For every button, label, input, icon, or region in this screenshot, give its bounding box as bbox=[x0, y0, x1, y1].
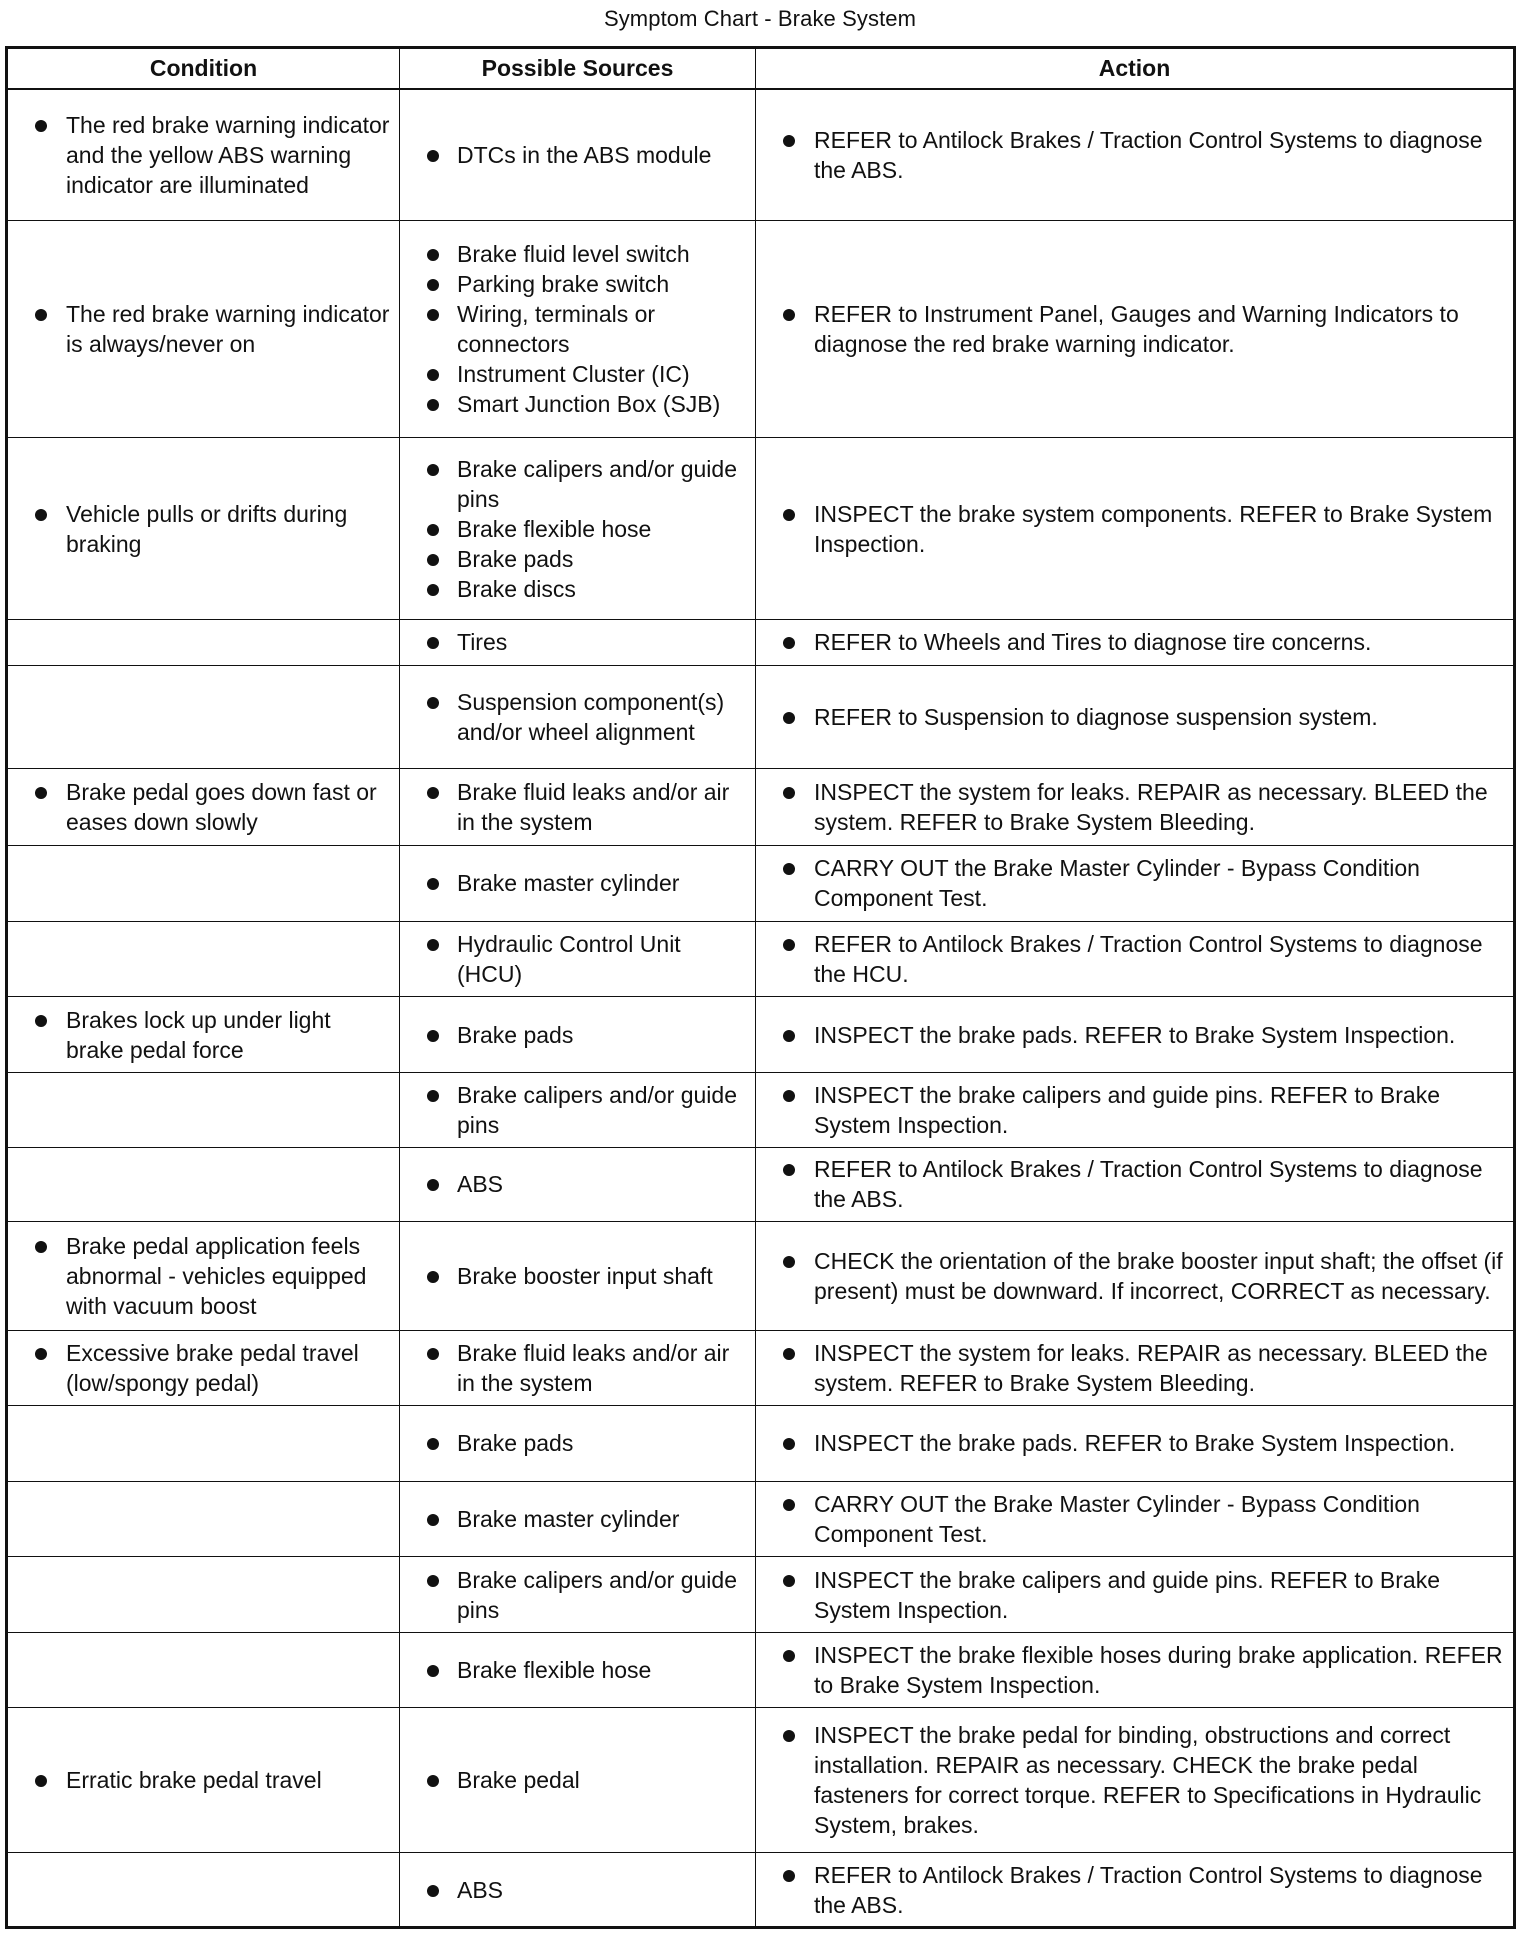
condition-cell bbox=[7, 997, 400, 1073]
condition-cell-list bbox=[8, 1338, 391, 1398]
possible-source-item: Brake master cylinder bbox=[400, 868, 747, 898]
possible-source-item: Brake pads bbox=[400, 1020, 747, 1050]
condition-text: The red brake warning indicator and the yellow ABS warning indicator are illuminated bbox=[8, 110, 391, 200]
action-cell-list bbox=[756, 125, 1505, 185]
condition-text: Erratic brake pedal travel bbox=[8, 1765, 391, 1795]
table-row bbox=[7, 1481, 1515, 1557]
action-cell bbox=[756, 1330, 1515, 1406]
action-item: INSPECT the brake pedal for binding, obstructions and correct installation. REPAIR as necessary. CHECK the brake pedal fasteners for correct torque. REFER to Specifications in Hydraulic System, brakes. bbox=[756, 1720, 1505, 1840]
action-item: INSPECT the brake flexible hoses during brake application. REFER to Brake System Inspection. bbox=[756, 1640, 1505, 1700]
action-cell bbox=[756, 769, 1515, 846]
condition-cell bbox=[7, 846, 400, 922]
condition-cell bbox=[7, 1221, 400, 1330]
action-item: REFER to Antilock Brakes / Traction Control Systems to diagnose the ABS. bbox=[756, 1860, 1505, 1920]
header-action: Action bbox=[756, 48, 1515, 90]
table-row bbox=[7, 921, 1515, 997]
table-row bbox=[7, 221, 1515, 438]
action-cell bbox=[756, 89, 1515, 221]
action-item: INSPECT the brake calipers and guide pins. REFER to Brake System Inspection. bbox=[756, 1080, 1505, 1140]
action-cell-list bbox=[756, 702, 1505, 732]
action-cell-list bbox=[756, 627, 1505, 657]
action-item: CHECK the orientation of the brake booster input shaft; the offset (if present) must be downward. If incorrect, CORRECT as necessary. bbox=[756, 1246, 1505, 1306]
action-cell bbox=[756, 619, 1515, 666]
action-cell-list bbox=[756, 853, 1505, 913]
action-cell-list bbox=[756, 1338, 1505, 1398]
action-cell-list bbox=[756, 1080, 1505, 1140]
possible-sources-cell-list bbox=[400, 929, 747, 989]
possible-sources-cell-list bbox=[400, 1875, 747, 1905]
condition-cell bbox=[7, 1853, 400, 1928]
condition-cell bbox=[7, 619, 400, 666]
action-cell bbox=[756, 1148, 1515, 1221]
possible-source-item: Brake pedal bbox=[400, 1765, 747, 1795]
action-cell-list bbox=[756, 1720, 1505, 1840]
possible-source-item: Brake discs bbox=[400, 574, 747, 604]
possible-sources-cell bbox=[400, 1481, 756, 1557]
table-row bbox=[7, 997, 1515, 1073]
condition-text: Brake pedal application feels abnormal - vehicles equipped with vacuum boost bbox=[8, 1231, 391, 1321]
action-cell bbox=[756, 1632, 1515, 1708]
possible-source-item: Instrument Cluster (IC) bbox=[400, 359, 747, 389]
possible-source-item: ABS bbox=[400, 1875, 747, 1905]
action-cell bbox=[756, 1221, 1515, 1330]
possible-source-item: ABS bbox=[400, 1169, 747, 1199]
possible-sources-cell bbox=[400, 1557, 756, 1633]
possible-source-item: Brake calipers and/or guide pins bbox=[400, 1565, 747, 1625]
possible-sources-cell-list bbox=[400, 1565, 747, 1625]
action-item: INSPECT the brake pads. REFER to Brake System Inspection. bbox=[756, 1020, 1505, 1050]
table-row bbox=[7, 1148, 1515, 1221]
condition-text: The red brake warning indicator is always/never on bbox=[8, 299, 391, 359]
possible-sources-cell bbox=[400, 438, 756, 619]
condition-cell-list bbox=[8, 1005, 391, 1065]
condition-cell-list bbox=[8, 1231, 391, 1321]
action-cell-list bbox=[756, 1640, 1505, 1700]
action-cell bbox=[756, 1557, 1515, 1633]
action-item: INSPECT the system for leaks. REPAIR as necessary. BLEED the system. REFER to Brake System Bleeding. bbox=[756, 1338, 1505, 1398]
table-row bbox=[7, 769, 1515, 846]
table-row bbox=[7, 1708, 1515, 1853]
action-item: REFER to Instrument Panel, Gauges and Warning Indicators to diagnose the red brake warning indicator. bbox=[756, 299, 1505, 359]
condition-cell bbox=[7, 666, 400, 769]
action-cell-list bbox=[756, 1860, 1505, 1920]
possible-sources-cell bbox=[400, 846, 756, 922]
action-item: INSPECT the brake pads. REFER to Brake System Inspection. bbox=[756, 1428, 1505, 1458]
action-cell bbox=[756, 438, 1515, 619]
condition-cell bbox=[7, 1148, 400, 1221]
action-cell bbox=[756, 1406, 1515, 1482]
table-row bbox=[7, 89, 1515, 221]
possible-sources-cell-list bbox=[400, 1655, 747, 1685]
action-cell-list bbox=[756, 1154, 1505, 1214]
chart-body bbox=[7, 89, 1515, 1928]
possible-sources-cell bbox=[400, 1221, 756, 1330]
table-row bbox=[7, 1632, 1515, 1708]
condition-cell bbox=[7, 769, 400, 846]
possible-source-item: Brake master cylinder bbox=[400, 1504, 747, 1534]
action-cell-list bbox=[756, 299, 1505, 359]
possible-source-item: Brake calipers and/or guide pins bbox=[400, 1080, 747, 1140]
action-cell bbox=[756, 1072, 1515, 1148]
table-row bbox=[7, 666, 1515, 769]
action-cell bbox=[756, 997, 1515, 1073]
possible-sources-cell bbox=[400, 1708, 756, 1853]
possible-source-item: Brake pads bbox=[400, 544, 747, 574]
table-row bbox=[7, 1330, 1515, 1406]
condition-cell bbox=[7, 921, 400, 997]
possible-sources-cell bbox=[400, 666, 756, 769]
condition-cell bbox=[7, 221, 400, 438]
possible-source-item: Brake pads bbox=[400, 1428, 747, 1458]
possible-sources-cell bbox=[400, 997, 756, 1073]
possible-sources-cell-list bbox=[400, 1261, 747, 1291]
table-row bbox=[7, 619, 1515, 666]
action-cell-list bbox=[756, 1565, 1505, 1625]
possible-sources-cell-list bbox=[400, 1169, 747, 1199]
action-cell bbox=[756, 1708, 1515, 1853]
possible-sources-cell bbox=[400, 1330, 756, 1406]
action-item: INSPECT the system for leaks. REPAIR as necessary. BLEED the system. REFER to Brake System Bleeding. bbox=[756, 777, 1505, 837]
possible-source-item: Brake fluid leaks and/or air in the system bbox=[400, 777, 747, 837]
condition-cell-list bbox=[8, 299, 391, 359]
condition-text: Brakes lock up under light brake pedal force bbox=[8, 1005, 391, 1065]
condition-cell-list bbox=[8, 1765, 391, 1795]
possible-source-item: Smart Junction Box (SJB) bbox=[400, 389, 747, 419]
possible-source-item: Brake booster input shaft bbox=[400, 1261, 747, 1291]
condition-text: Excessive brake pedal travel (low/spongy pedal) bbox=[8, 1338, 391, 1398]
condition-cell-list bbox=[8, 499, 391, 559]
possible-sources-cell-list bbox=[400, 140, 747, 170]
action-cell-list bbox=[756, 777, 1505, 837]
condition-cell bbox=[7, 1557, 400, 1633]
action-item: REFER to Antilock Brakes / Traction Control Systems to diagnose the ABS. bbox=[756, 125, 1505, 185]
action-cell-list bbox=[756, 1246, 1505, 1306]
possible-sources-cell-list bbox=[400, 454, 747, 604]
action-item: REFER to Wheels and Tires to diagnose tire concerns. bbox=[756, 627, 1505, 657]
possible-source-item: Wiring, terminals or connectors bbox=[400, 299, 747, 359]
condition-text: Vehicle pulls or drifts during braking bbox=[8, 499, 391, 559]
possible-sources-cell-list bbox=[400, 777, 747, 837]
condition-text: Brake pedal goes down fast or eases down slowly bbox=[8, 777, 391, 837]
possible-source-item: Brake flexible hose bbox=[400, 1655, 747, 1685]
possible-source-item: Brake calipers and/or guide pins bbox=[400, 454, 747, 514]
action-cell bbox=[756, 921, 1515, 997]
condition-cell-list bbox=[8, 110, 391, 200]
action-cell-list bbox=[756, 929, 1505, 989]
possible-source-item: DTCs in the ABS module bbox=[400, 140, 747, 170]
symptom-chart-table bbox=[5, 46, 1516, 1929]
action-cell-list bbox=[756, 1489, 1505, 1549]
possible-sources-cell bbox=[400, 769, 756, 846]
possible-sources-cell-list bbox=[400, 1080, 747, 1140]
header-condition: Condition bbox=[7, 48, 400, 90]
possible-source-item: Parking brake switch bbox=[400, 269, 747, 299]
action-cell bbox=[756, 666, 1515, 769]
possible-sources-cell bbox=[400, 89, 756, 221]
table-row bbox=[7, 1557, 1515, 1633]
action-item: REFER to Antilock Brakes / Traction Control Systems to diagnose the HCU. bbox=[756, 929, 1505, 989]
table-row bbox=[7, 438, 1515, 619]
action-cell bbox=[756, 221, 1515, 438]
possible-source-item: Brake fluid level switch bbox=[400, 239, 747, 269]
action-cell bbox=[756, 846, 1515, 922]
condition-cell bbox=[7, 1632, 400, 1708]
condition-cell bbox=[7, 1330, 400, 1406]
possible-sources-cell bbox=[400, 1148, 756, 1221]
possible-sources-cell-list bbox=[400, 687, 747, 747]
condition-cell bbox=[7, 1072, 400, 1148]
possible-sources-cell-list bbox=[400, 1428, 747, 1458]
possible-source-item: Tires bbox=[400, 627, 747, 657]
action-item: CARRY OUT the Brake Master Cylinder - Bypass Condition Component Test. bbox=[756, 1489, 1505, 1549]
condition-cell bbox=[7, 1481, 400, 1557]
table-row bbox=[7, 1406, 1515, 1482]
condition-cell bbox=[7, 438, 400, 619]
header-row bbox=[7, 48, 1515, 90]
condition-cell bbox=[7, 1406, 400, 1482]
table-row bbox=[7, 1072, 1515, 1148]
condition-cell bbox=[7, 1708, 400, 1853]
table-row bbox=[7, 846, 1515, 922]
possible-sources-cell bbox=[400, 221, 756, 438]
action-item: CARRY OUT the Brake Master Cylinder - Bypass Condition Component Test. bbox=[756, 853, 1505, 913]
page-title: Symptom Chart - Brake System bbox=[603, 6, 917, 31]
action-cell-list bbox=[756, 1428, 1505, 1458]
action-item: REFER to Antilock Brakes / Traction Control Systems to diagnose the ABS. bbox=[756, 1154, 1505, 1214]
possible-sources-cell bbox=[400, 1072, 756, 1148]
possible-sources-cell-list bbox=[400, 1765, 747, 1795]
action-cell bbox=[756, 1481, 1515, 1557]
possible-sources-cell-list bbox=[400, 1504, 747, 1534]
action-cell bbox=[756, 1853, 1515, 1928]
action-item: INSPECT the brake calipers and guide pins. REFER to Brake System Inspection. bbox=[756, 1565, 1505, 1625]
possible-sources-cell-list bbox=[400, 627, 747, 657]
action-cell-list bbox=[756, 1020, 1505, 1050]
action-cell-list bbox=[756, 499, 1505, 559]
table-row bbox=[7, 1853, 1515, 1928]
possible-sources-cell bbox=[400, 1406, 756, 1482]
possible-source-item: Suspension component(s) and/or wheel alignment bbox=[400, 687, 747, 747]
possible-sources-cell bbox=[400, 1632, 756, 1708]
possible-sources-cell bbox=[400, 921, 756, 997]
possible-sources-cell-list bbox=[400, 239, 747, 419]
possible-sources-cell bbox=[400, 1853, 756, 1928]
action-item: REFER to Suspension to diagnose suspension system. bbox=[756, 702, 1505, 732]
table-row bbox=[7, 1221, 1515, 1330]
possible-sources-cell-list bbox=[400, 1338, 747, 1398]
possible-sources-cell-list bbox=[400, 1020, 747, 1050]
condition-cell bbox=[7, 89, 400, 221]
header-possible-sources: Possible Sources bbox=[400, 48, 756, 90]
possible-source-item: Brake fluid leaks and/or air in the system bbox=[400, 1338, 747, 1398]
action-item: INSPECT the brake system components. REFER to Brake System Inspection. bbox=[756, 499, 1505, 559]
possible-sources-cell-list bbox=[400, 868, 747, 898]
possible-source-item: Hydraulic Control Unit (HCU) bbox=[400, 929, 747, 989]
condition-cell-list bbox=[8, 777, 391, 837]
possible-source-item: Brake flexible hose bbox=[400, 514, 747, 544]
possible-sources-cell bbox=[400, 619, 756, 666]
